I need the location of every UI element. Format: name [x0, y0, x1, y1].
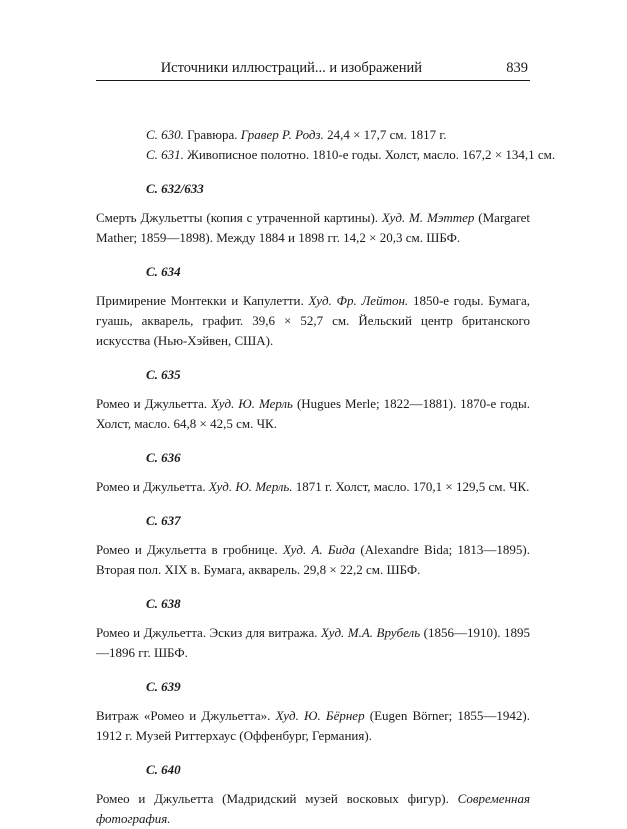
- entry-artist: Худ. Ю. Мерль.: [208, 479, 293, 494]
- entry-lead: Примирение Монтекки и Капулетти.: [96, 293, 304, 308]
- entry-lead: Смерть Джульетты (копия с утраченной картины).: [96, 210, 379, 225]
- entry-639: [96, 706, 530, 746]
- entry-text: Живописное полотно. 1810-е годы. Холст, масло. 167,2 × 134,1 см.: [187, 147, 556, 162]
- entry-lead: Ромео и Джульетта (Мадридский музей восковых фигур).: [96, 791, 449, 806]
- section-label-636: С. 636: [146, 450, 181, 465]
- entry-rest: 24,4 × 17,7 см. 1817 г.: [327, 127, 447, 142]
- entry-text: Гравюра.: [187, 127, 238, 142]
- entry-artist: Гравер Р. Родз.: [240, 127, 324, 142]
- entry-637: [96, 540, 530, 580]
- entry-rest: (Alexandre Bida; 1813—1895). Вторая пол. XIX в. Бумага, акварель. 29,8 × 22,2 см. ШБФ.: [96, 542, 531, 577]
- section-label-638: С. 638: [146, 596, 181, 611]
- running-header: [96, 60, 530, 82]
- section-label-635: С. 635: [146, 367, 181, 382]
- entry-634: [96, 291, 530, 351]
- page-content: [96, 125, 556, 829]
- entry-rest: (Eugen Börner; 1855—1942). 1912 г. Музей Риттерхаус (Оффенбург, Германия).: [96, 708, 530, 743]
- entry-rest: (Margaret Mather; 1859—1898). Между 1884 и 1898 гг. 14,2 × 20,3 см. ШБФ.: [96, 210, 531, 245]
- running-header-title: Источники иллюстраций... и изображений: [160, 60, 422, 76]
- header-divider: [96, 80, 530, 81]
- entry-640: [96, 789, 530, 829]
- entry-rest: (Hugues Merle; 1822—1881). 1870-е годы. Холст, масло. 64,8 × 42,5 см. ЧК.: [96, 396, 530, 431]
- entry-ref: С. 630.: [146, 127, 184, 142]
- entry-artist: Худ. Ю. Мерль: [211, 396, 293, 411]
- entry-lead: Ромео и Джульетта. Эскиз для витража.: [96, 625, 318, 640]
- entry-rest: 1850-е годы. Бумага, гуашь, акварель, графит. 39,6 × 52,7 см. Йельский центр британского искусства (Нью-Хэйвен, США).: [96, 293, 531, 348]
- entry-artist: Худ. Фр. Лейтон.: [308, 293, 409, 308]
- intro-entries: [96, 125, 556, 165]
- entry-artist: Худ. Ю. Бёрнер: [275, 708, 365, 723]
- intro-entry-631: [146, 145, 556, 165]
- entry-lead: Ромео и Джульетта.: [96, 479, 206, 494]
- page-number: 839: [506, 60, 528, 76]
- entry-artist: Современная фотография.: [96, 791, 531, 826]
- section-label-634: С. 634: [146, 264, 181, 279]
- entry-rest: (1856—1910). 1895—1896 гг. ШБФ.: [96, 625, 530, 660]
- intro-entry-630: [146, 125, 530, 145]
- entry-rest: 1871 г. Холст, масло. 170,1 × 129,5 см. ЧК.: [295, 479, 530, 494]
- entry-artist: Худ. М.А. Врубель: [321, 625, 421, 640]
- entry-lead: Ромео и Джульетта.: [96, 396, 208, 411]
- section-label-640: С. 640: [146, 762, 181, 777]
- section-label-632-633: С. 632/633: [146, 181, 204, 196]
- entry-lead: Ромео и Джульетта в гробнице.: [96, 542, 278, 557]
- entry-632-633: [96, 208, 530, 248]
- section-label-639: С. 639: [146, 679, 181, 694]
- entry-artist: Худ. А. Бида: [282, 542, 356, 557]
- entry-lead: Витраж «Ромео и Джульетта».: [96, 708, 271, 723]
- entry-ref: С. 631.: [146, 147, 184, 162]
- entry-artist: Худ. М. Мэттер: [381, 210, 475, 225]
- entry-636: [96, 477, 530, 497]
- section-label-637: С. 637: [146, 513, 181, 528]
- entry-635: [96, 394, 530, 434]
- entry-638: [96, 623, 530, 663]
